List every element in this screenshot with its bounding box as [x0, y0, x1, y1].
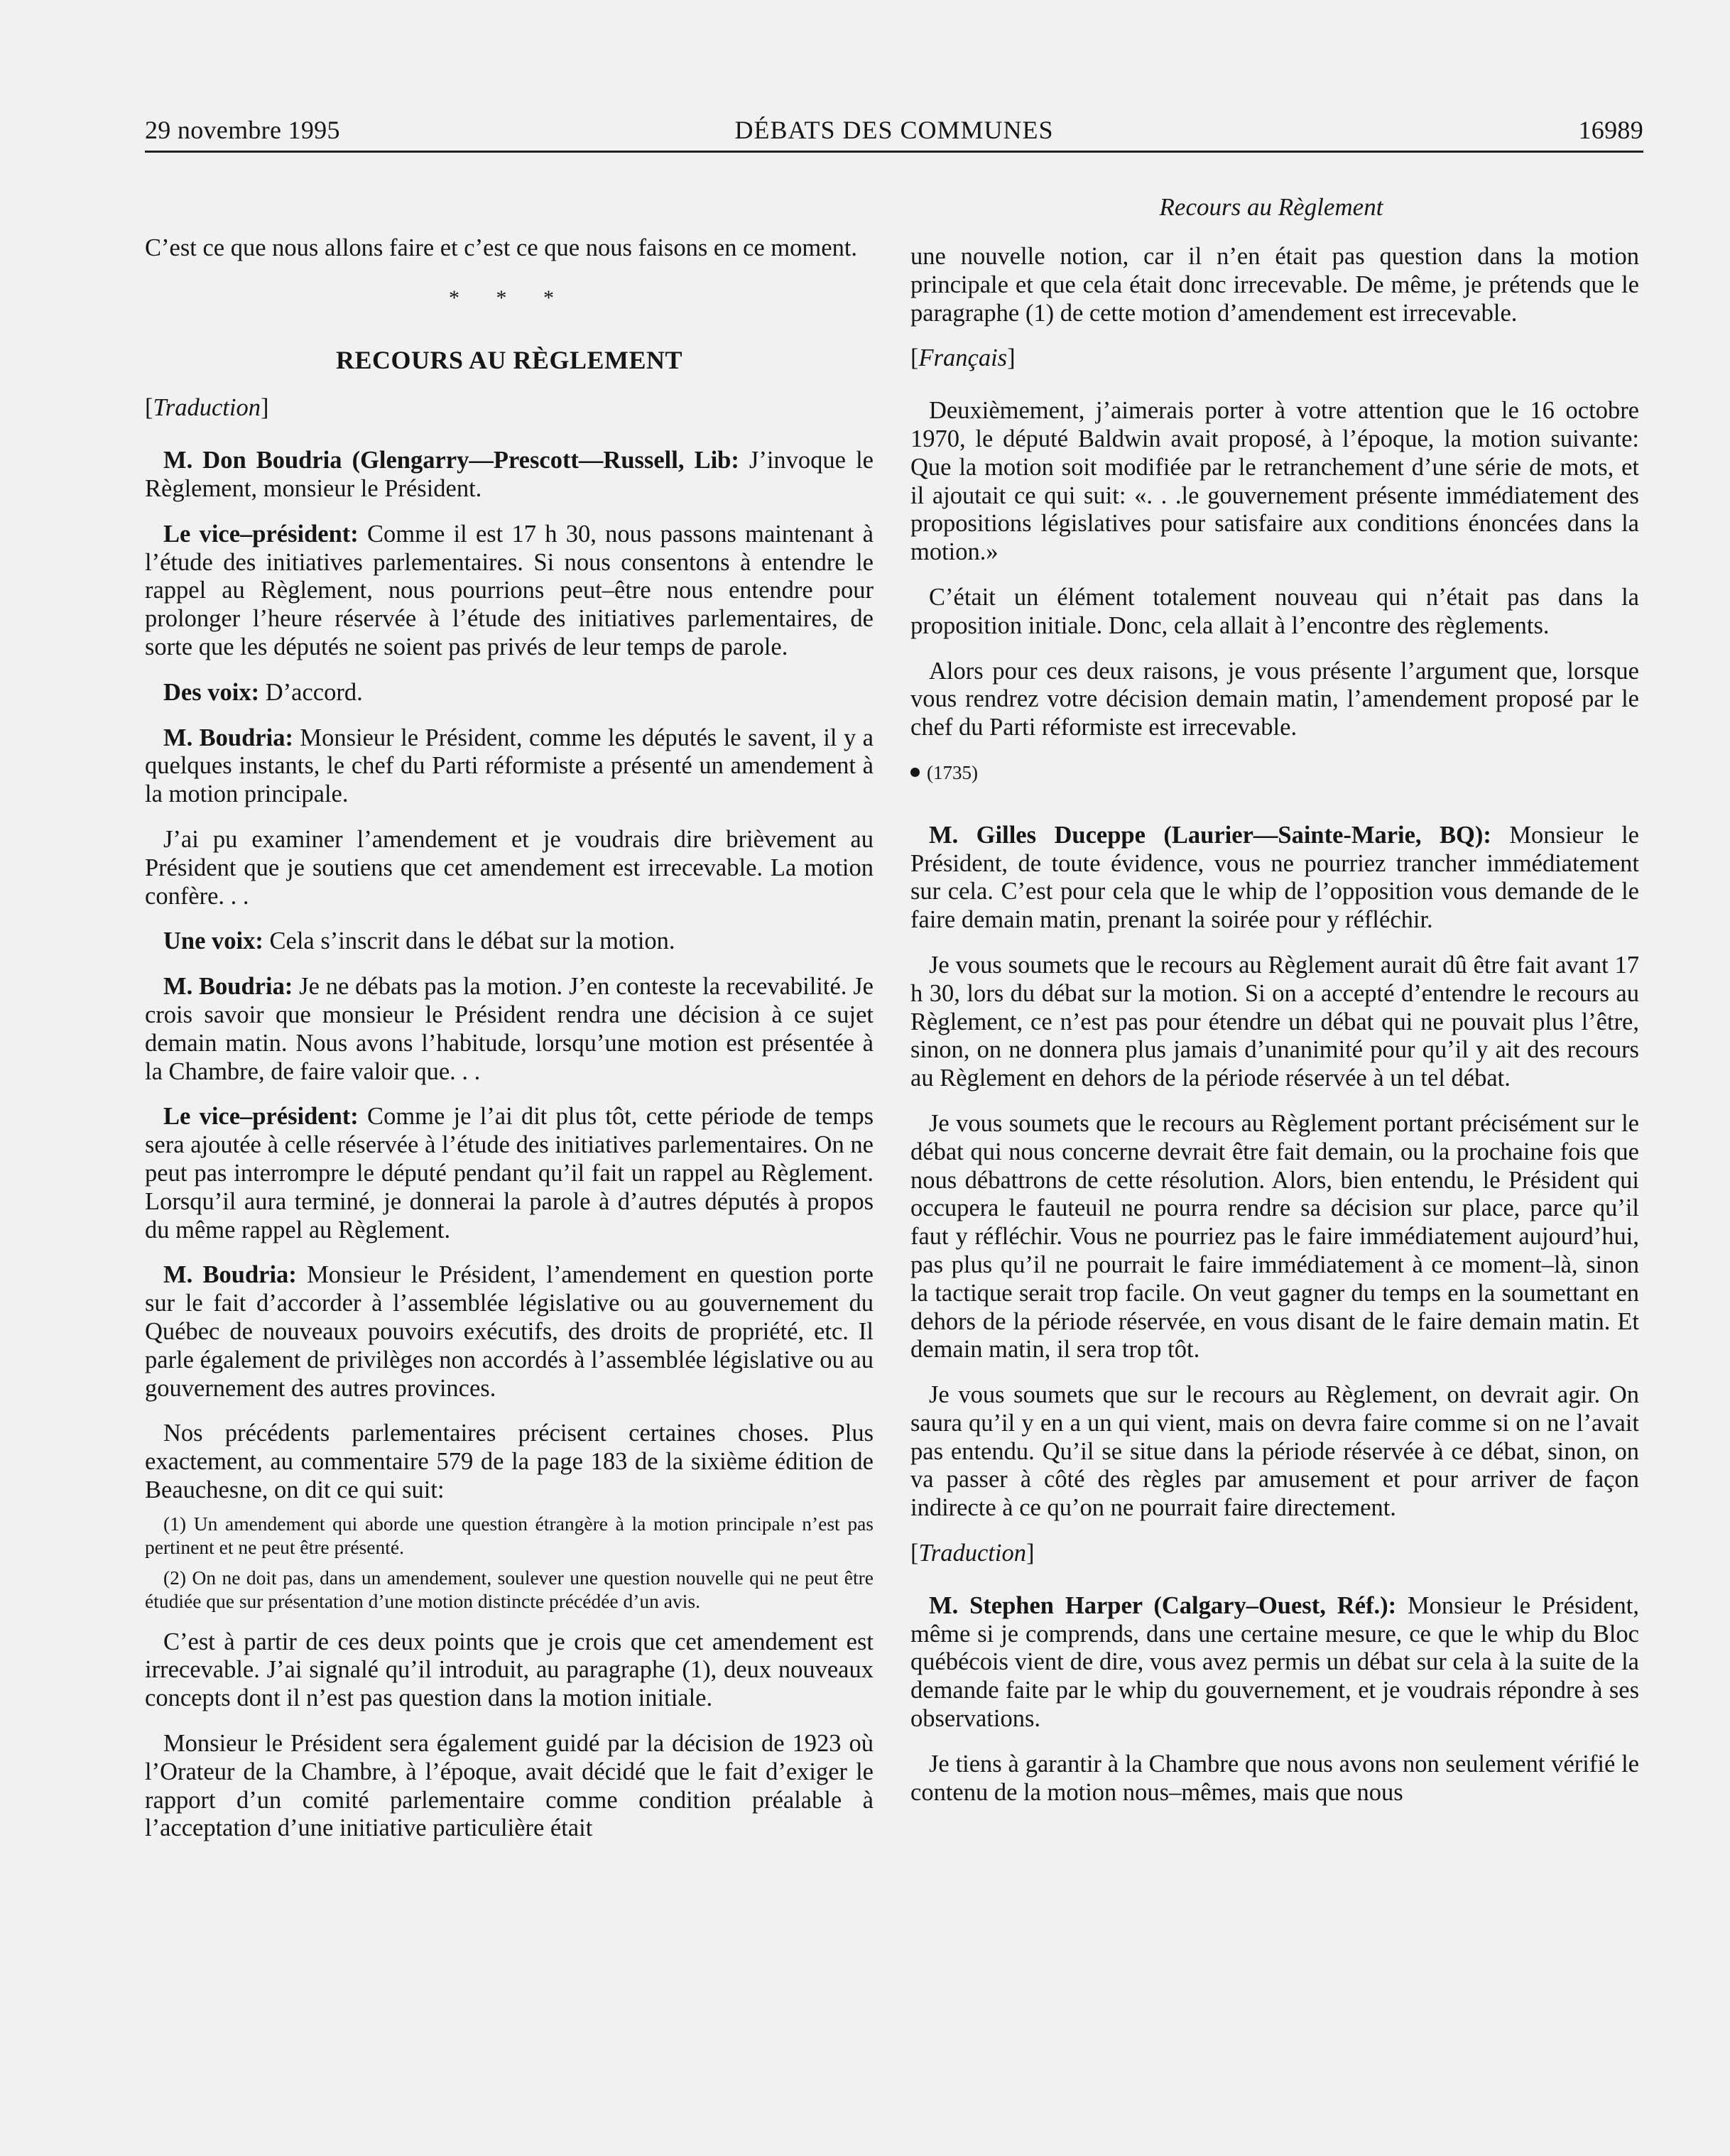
- paragraph: Je vous soumets que le recours au Règlement portant précisément sur le débat qui nous concerne devrait être fait demain, ou la prochaine fois que nous débattrons de cette résolution. Alors, bien entendu, le Président qui occupera le fauteuil ne pourra rendre sa décision sur place, parce qu’il faut y réfléchir. Vous ne pourriez pas le faire immédiatement aujourd’hui, pas plus qu’il ne pourrait le faire immédiatement à ce moment–là, sinon la tactique serait trop facile. On veut gagner du temps en la soumettant en dehors de la période réservée, en vous disant de le faire demain matin. Et demain matin, il sera trop tôt.: [910, 1109, 1639, 1363]
- speech-paragraph: [145, 447, 874, 503]
- paragraph: Monsieur le Président sera également guidé par la décision de 1923 où l’Orateur de la Chambre, à l’époque, avait décidé que le fait d’exiger le rapport d’un comité parlementaire comme condition préalable à l’acceptation d’une initiative particulière était: [145, 1730, 874, 1842]
- speaker-name: Le vice–président:: [163, 520, 359, 548]
- speech-paragraph: [910, 1592, 1639, 1733]
- page-header: [145, 107, 1643, 153]
- speech-text: D’accord.: [259, 678, 363, 706]
- speech-text: Cela s’inscrit dans le débat sur la motion.: [263, 927, 675, 955]
- paragraph: Nos précédents parlementaires précisent certaines choses. Plus exactement, au commentaire 579 de la page 183 de la sixième édition de Beauchesne, on dit ce qui suit:: [145, 1420, 874, 1503]
- language-tag-text: Traduction: [918, 1540, 1026, 1567]
- speech-paragraph: [145, 521, 874, 662]
- speech-text: Comme je l’ai dit plus tôt, cette période de temps sera ajoutée à celle réservée à l’étude des initiatives parlementaires. On ne peut pas interrompre le député pendant qu’il fait un rappel au Règlement. Lorsqu’il aura terminé, je donnerai la parole à d’autres députés à propos du même rappel au Règlement.: [145, 1103, 874, 1243]
- speech-text: Monsieur le Président, comme les députés le savent, il y a quelques instants, le chef du Parti réformiste a présenté un amendement à la motion principale.: [145, 724, 874, 808]
- speech-paragraph: [145, 1261, 874, 1403]
- speech-text: Monsieur le Président, l’amendement en question porte sur le fait d’accorder à l’assemblée législative ou au gouvernement du Québec de nouveaux pouvoirs exécutifs, des droits de propriété, etc. Il parle également de privilèges non accordés à l’assemblée législative ou au gouvernement des autres provinces.: [145, 1261, 874, 1402]
- speech-paragraph: [910, 822, 1639, 935]
- speaker-name: M. Gilles Duceppe (Laurier—Sainte-Marie, BQ):: [929, 821, 1491, 849]
- speaker-name: Des voix:: [163, 678, 260, 706]
- speech-text: Je ne débats pas la motion. J’en conteste la recevabilité. Je crois savoir que monsieur le Président rendra une décision à ce sujet demain matin. Nous avons l’habitude, lorsqu’une motion est présentée à la Chambre, de faire valoir que. . .: [145, 973, 874, 1085]
- speech-paragraph: [145, 927, 874, 956]
- speech-paragraph: [145, 973, 874, 1086]
- running-head: Recours au Règlement: [1159, 193, 1383, 221]
- speech-text: J’invoque le Règlement, monsieur le Président.: [145, 447, 874, 502]
- speaker-name: M. Boudria:: [163, 973, 293, 1001]
- paragraph: Je vous soumets que sur le recours au Règlement, on devrait agir. On saura qu’il y en a un qui vient, mais on devra faire comme si on ne l’avait pas entendu. Qu’il se situe dans la période réservée à ce débat, sinon, on va passer à côté des règles par amusement et pour arriver de façon indirecte à ce qu’on ne pourrait faire directement.: [910, 1381, 1639, 1522]
- bullet-icon: [910, 768, 920, 777]
- paragraph: J’ai pu examiner l’amendement et je voudrais dire brièvement au Président que je soutiens que cet amendement est irrecevable. La motion confère. . .: [145, 825, 874, 910]
- section-title: RECOURS AU RÈGLEMENT: [335, 345, 683, 374]
- paragraph: Alors pour ces deux raisons, je vous présente l’argument que, lorsque vous rendrez votre décision demain matin, l’amendement proposé par le chef du Parti réformiste est irrecevable.: [910, 657, 1639, 741]
- header-page-number: 16989: [1578, 116, 1643, 144]
- speaker-name: M. Don Boudria (Glengarry—Prescott—Russell, Lib:: [163, 447, 739, 474]
- speech-paragraph: [145, 679, 874, 707]
- header-title: DÉBATS DES COMMUNES: [734, 116, 1054, 144]
- paragraph: une nouvelle notion, car il n’en était pas question dans la motion principale et que cela était donc irrecevable. De même, je prétends que le paragraphe (1) de cette motion d’amendement est irrecevable.: [910, 243, 1639, 327]
- left-column: [145, 234, 874, 1860]
- language-tag: [Français]: [910, 344, 1016, 372]
- quotation: (2) On ne doit pas, dans un amendement, soulever une question nouvelle qui ne peut être étudiée que sur présentation d’une motion distincte précédée d’un avis.: [145, 1566, 874, 1612]
- language-tag-text: Traduction: [153, 394, 261, 422]
- right-column: [910, 243, 1639, 1824]
- paragraph: Je vous soumets que le recours au Règlement aurait dû être fait avant 17 h 30, lors du débat sur la motion. Si on a accepté d’entendre le recours au Règlement, ce n’est pas pour étendre un débat qui ne pouvait plus l’être, sinon, on ne donnera plus jamais d’unanimité pour qu’il y ait des recours au Règlement en dehors de la période réservée à un tel débat.: [910, 951, 1639, 1092]
- paragraph: Je tiens à garantir à la Chambre que nous avons non seulement vérifié le contenu de la motion nous–mêmes, mais que nous: [910, 1750, 1639, 1806]
- timestamp: [910, 759, 1639, 788]
- language-tag-text: Français: [918, 344, 1008, 372]
- speaker-name: M. Boudria:: [163, 1261, 297, 1289]
- speech-paragraph: [145, 1103, 874, 1244]
- quotation: (1) Un amendement qui aborde une question étrangère à la motion principale n’est pas pertinent et ne peut être présenté.: [145, 1512, 874, 1558]
- header-date: 29 novembre 1995: [145, 116, 340, 144]
- section-separator: * * *: [449, 285, 570, 310]
- speaker-name: Une voix:: [163, 927, 263, 955]
- speech-text: Monsieur le Président, même si je comprends, dans une certaine mesure, ce que le whip du Bloc québécois vient de dire, vous avez permis un débat sur cela à la suite de la demande faite par le whip du gouvernement, et je voudrais répondre à ses observations.: [910, 1591, 1639, 1733]
- paragraph: C’est ce que nous allons faire et c’est ce que nous faisons en ce moment.: [145, 234, 858, 261]
- language-tag: [Traduction]: [910, 1540, 1035, 1567]
- language-tag: [Traduction]: [145, 394, 269, 422]
- paragraph: C’était un élément totalement nouveau qui n’était pas dans la proposition initiale. Donc, cela allait à l’encontre des règlements.: [910, 583, 1639, 639]
- paragraph: C’est à partir de ces deux points que je crois que cet amendement est irrecevable. J’ai signalé qu’il introduit, au paragraphe (1), deux nouveaux concepts dont il n’est pas question dans la motion initiale.: [145, 1628, 874, 1712]
- speech-text: Comme il est 17 h 30, nous passons maintenant à l’étude des initiatives parlementaires. Si nous consentons à entendre le rappel au Règlement, nous pourrions peut–être nous entendre pour prolonger l’heure réservée à l’étude des initiatives parlementaires, de sorte que les députés ne soient pas privés de leur temps de parole.: [145, 520, 874, 660]
- paragraph: Deuxièmement, j’aimerais porter à votre attention que le 16 octobre 1970, le député Baldwin avait proposé, à l’époque, la motion suivante: Que la motion soit modifiée par le retranchement d’une série de mots, et il ajoutait ce qui suit: «. . .le gouvernement présente immédiatement des propositions législatives pour satisfaire aux conditions énoncées dans la motion.»: [910, 397, 1639, 566]
- speech-text: Monsieur le Président, de toute évidence, vous ne pourriez trancher immédiatement sur cela. C’est pour cela que le whip de l’opposition vous demande de le faire demain matin, prenant la soirée pour y réfléchir.: [910, 821, 1639, 934]
- timestamp-text: (1735): [927, 761, 978, 783]
- speaker-name: M. Stephen Harper (Calgary–Ouest, Réf.):: [929, 1591, 1397, 1619]
- speaker-name: M. Boudria:: [163, 724, 293, 751]
- speech-paragraph: [145, 724, 874, 809]
- speaker-name: Le vice–président:: [163, 1103, 359, 1131]
